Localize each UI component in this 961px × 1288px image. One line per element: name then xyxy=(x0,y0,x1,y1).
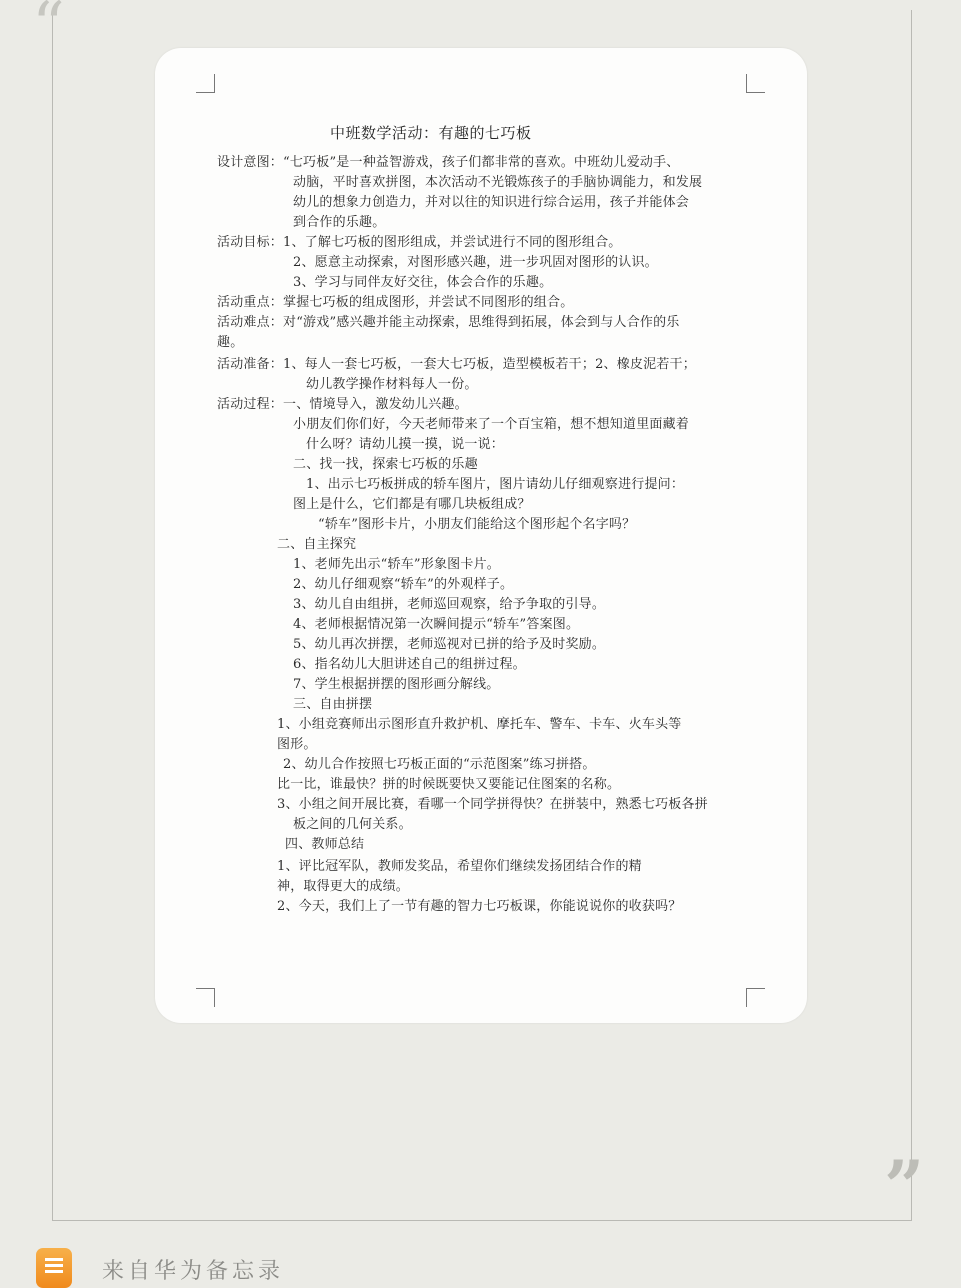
text-line: 4、老师根据情况第一次瞬间提示“轿车”答案图。 xyxy=(293,617,580,632)
text-line: 图形。 xyxy=(277,737,317,752)
text-line: 到合作的乐趣。 xyxy=(293,215,386,230)
memo-app-icon xyxy=(36,1248,72,1288)
text-line: 幼儿教学操作材料每人一份。 xyxy=(306,377,478,392)
text-line: 什么呀？请幼儿摸一摸，说一说： xyxy=(306,437,505,452)
text-line: 1、评比冠军队，教师发奖品，希望你们继续发扬团结合作的精 xyxy=(277,859,642,874)
text-line: 比一比，谁最快？拼的时候既要快又要能记住图案的名称。 xyxy=(277,777,621,792)
text-line: 活动准备：1、每人一套七巧板，一套大七巧板，造型模板若干；2、橡皮泥若干； xyxy=(217,357,696,372)
close-quote-icon: ” xyxy=(884,1145,925,1228)
crop-mark-top-left xyxy=(196,74,215,93)
text-line: 二、自主探究 xyxy=(277,537,357,552)
text-line: 2、愿意主动探索，对图形感兴趣，进一步巩固对图形的认识。 xyxy=(293,255,658,270)
text-line: 三、自由拼摆 xyxy=(293,697,373,712)
text-line: 7、学生根据拼摆的图形画分解线。 xyxy=(293,677,500,692)
text-line: 1、出示七巧板拼成的轿车图片，图片请幼儿仔细观察进行提问： xyxy=(306,477,685,492)
text-line: 1、小组竞赛师出示图形直升救护机、摩托车、警车、卡车、火车头等 xyxy=(277,717,682,732)
document-title: 中班数学活动：有趣的七巧板 xyxy=(330,124,532,142)
text-line: 活动过程：一、情境导入，激发幼儿兴趣。 xyxy=(217,397,468,412)
text-line: 二、找一找，探索七巧板的乐趣 xyxy=(293,457,478,472)
crop-mark-bottom-left xyxy=(196,988,215,1007)
open-quote-icon: “ xyxy=(32,0,65,63)
text-line: 3、学习与同伴友好交往，体会合作的乐趣。 xyxy=(293,275,553,290)
text-line: 小朋友们你们好，今天老师带来了一个百宝箱，想不想知道里面藏着 xyxy=(293,417,690,432)
text-line: 动脑，平时喜欢拼图，本次活动不光锻炼孩子的手脑协调能力，和发展 xyxy=(293,175,703,190)
text-line: 神，取得更大的成绩。 xyxy=(277,879,410,894)
text-line: 2、幼儿仔细观察“轿车”的外观样子。 xyxy=(293,577,514,592)
text-line: 活动目标：1、了解七巧板的图形组成，并尝试进行不同的图形组合。 xyxy=(217,235,622,250)
text-line: 2、幼儿合作按照七巧板正面的“示范图案”练习拼搭。 xyxy=(283,757,596,772)
text-line: 活动难点：对“游戏”感兴趣并能主动探索，思维得到拓展，体会到与人合作的乐 xyxy=(217,315,680,330)
text-line: 5、幼儿再次拼摆，老师巡视对已拼的给予及时奖励。 xyxy=(293,637,606,652)
text-line: 2、今天，我们上了一节有趣的智力七巧板课，你能说说你的收获吗？ xyxy=(277,899,682,914)
text-line: 幼儿的想象力创造力，并对以往的知识进行综合运用，孩子并能体会 xyxy=(293,195,690,210)
text-line: 1、老师先出示“轿车”形象图卡片。 xyxy=(293,557,500,572)
source-caption: 来自华为备忘录 xyxy=(102,1259,285,1284)
text-line: 6、指名幼儿大胆讲述自己的组拼过程。 xyxy=(293,657,526,672)
text-line: “轿车”图形卡片，小朋友们能给这个图形起个名字吗？ xyxy=(318,517,636,532)
text-line: 3、小组之间开展比赛，看哪一个同学拼得快？在拼装中，熟悉七巧板各拼 xyxy=(277,797,708,812)
text-line: 设计意图：“七巧板”是一种益智游戏，孩子们都非常的喜欢。中班幼儿爱动手、 xyxy=(217,155,680,170)
crop-mark-bottom-right xyxy=(746,988,765,1007)
text-line: 活动重点：掌握七巧板的组成图形，并尝试不同图形的组合。 xyxy=(217,295,574,310)
text-line: 3、幼儿自由组拼，老师巡回观察，给予争取的引导。 xyxy=(293,597,606,612)
text-line: 趣。 xyxy=(217,335,244,350)
crop-mark-top-right xyxy=(746,74,765,93)
text-line: 板之间的几何关系。 xyxy=(293,817,412,832)
text-line: 图上是什么，它们都是有哪几块板组成？ xyxy=(293,497,531,512)
text-line: 四、教师总结 xyxy=(285,837,365,852)
